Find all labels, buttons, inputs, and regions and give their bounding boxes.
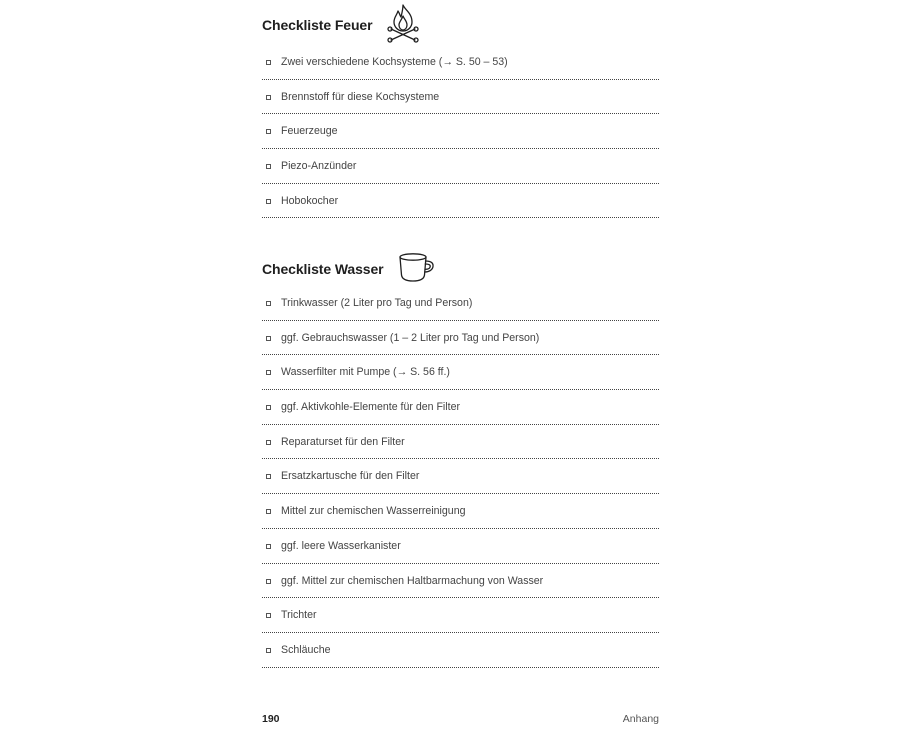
checklist-item	[262, 633, 659, 668]
checklist-feuer	[262, 45, 659, 218]
checklist-item-text: Wasserfilter mit Pumpe (→ S. 56 ff.)	[281, 366, 450, 379]
checkbox[interactable]	[266, 95, 271, 100]
section-title-wasser: Checkliste Wasser	[262, 261, 384, 277]
checklist-item	[262, 459, 659, 494]
checklist-item	[262, 355, 659, 390]
checklist-item-text: Reparaturset für den Filter	[281, 435, 405, 448]
checkbox[interactable]	[266, 129, 271, 134]
checklist-item-text: Brennstoff für diese Kochsysteme	[281, 90, 440, 103]
checklist-item	[262, 321, 659, 356]
checkbox[interactable]	[266, 474, 271, 479]
checklist-item-text: Zwei verschiedene Kochsysteme (→ S. 50 – 53)	[281, 56, 508, 68]
checkbox[interactable]	[266, 509, 271, 514]
checklist-item	[262, 425, 659, 460]
checkbox[interactable]	[266, 164, 271, 169]
checkbox[interactable]	[266, 613, 271, 618]
cup-icon	[398, 251, 436, 288]
checklist-item	[262, 80, 659, 115]
checklist-item	[262, 564, 659, 599]
checklist-item	[262, 184, 659, 219]
checklist-wasser	[262, 286, 659, 668]
checkbox[interactable]	[266, 199, 271, 204]
checklist-item-text: ggf. Gebrauchswasser (1 – 2 Liter pro Tag und Person)	[281, 331, 540, 344]
section-heading-feuer	[262, 5, 420, 45]
checklist-item-text: Ersatzkartusche für den Filter	[281, 470, 420, 483]
checklist-item-text: Trichter	[281, 609, 317, 622]
checkbox[interactable]	[266, 336, 271, 341]
page-number: 190	[262, 713, 280, 725]
checklist-item-text: Mittel zur chemischen Wasserreinigung	[281, 505, 466, 518]
checklist-item	[262, 494, 659, 529]
checkbox[interactable]	[266, 370, 271, 375]
checklist-item-text: ggf. Aktivkohle-Elemente für den Filter	[281, 401, 461, 414]
checklist-item-text: Trinkwasser (2 Liter pro Tag und Person)	[281, 297, 473, 309]
section-heading-wasser	[262, 250, 436, 288]
page	[262, 0, 659, 733]
checklist-item-text: ggf. leere Wasserkanister	[281, 539, 401, 552]
checklist-item	[262, 149, 659, 184]
checklist-item-text: Schläuche	[281, 643, 331, 656]
checkbox[interactable]	[266, 405, 271, 410]
checklist-item-text: Hobokocher	[281, 194, 339, 207]
checkbox[interactable]	[266, 440, 271, 445]
checklist-item	[262, 390, 659, 425]
checklist-item	[262, 286, 659, 321]
checklist-item-text: Piezo-Anzünder	[281, 160, 357, 173]
checkbox[interactable]	[266, 544, 271, 549]
checklist-item	[262, 529, 659, 564]
checkbox[interactable]	[266, 60, 271, 65]
running-footer-section: Anhang	[622, 713, 659, 725]
checklist-item	[262, 45, 659, 80]
checklist-item-text: Feuerzeuge	[281, 125, 338, 138]
checklist-item	[262, 114, 659, 149]
checklist-item	[262, 598, 659, 633]
section-title-feuer: Checkliste Feuer	[262, 17, 373, 33]
campfire-icon	[386, 3, 420, 48]
checklist-item-text: ggf. Mittel zur chemischen Haltbarmachung von Wasser	[281, 574, 544, 587]
checkbox[interactable]	[266, 301, 271, 306]
checkbox[interactable]	[266, 648, 271, 653]
checkbox[interactable]	[266, 579, 271, 584]
